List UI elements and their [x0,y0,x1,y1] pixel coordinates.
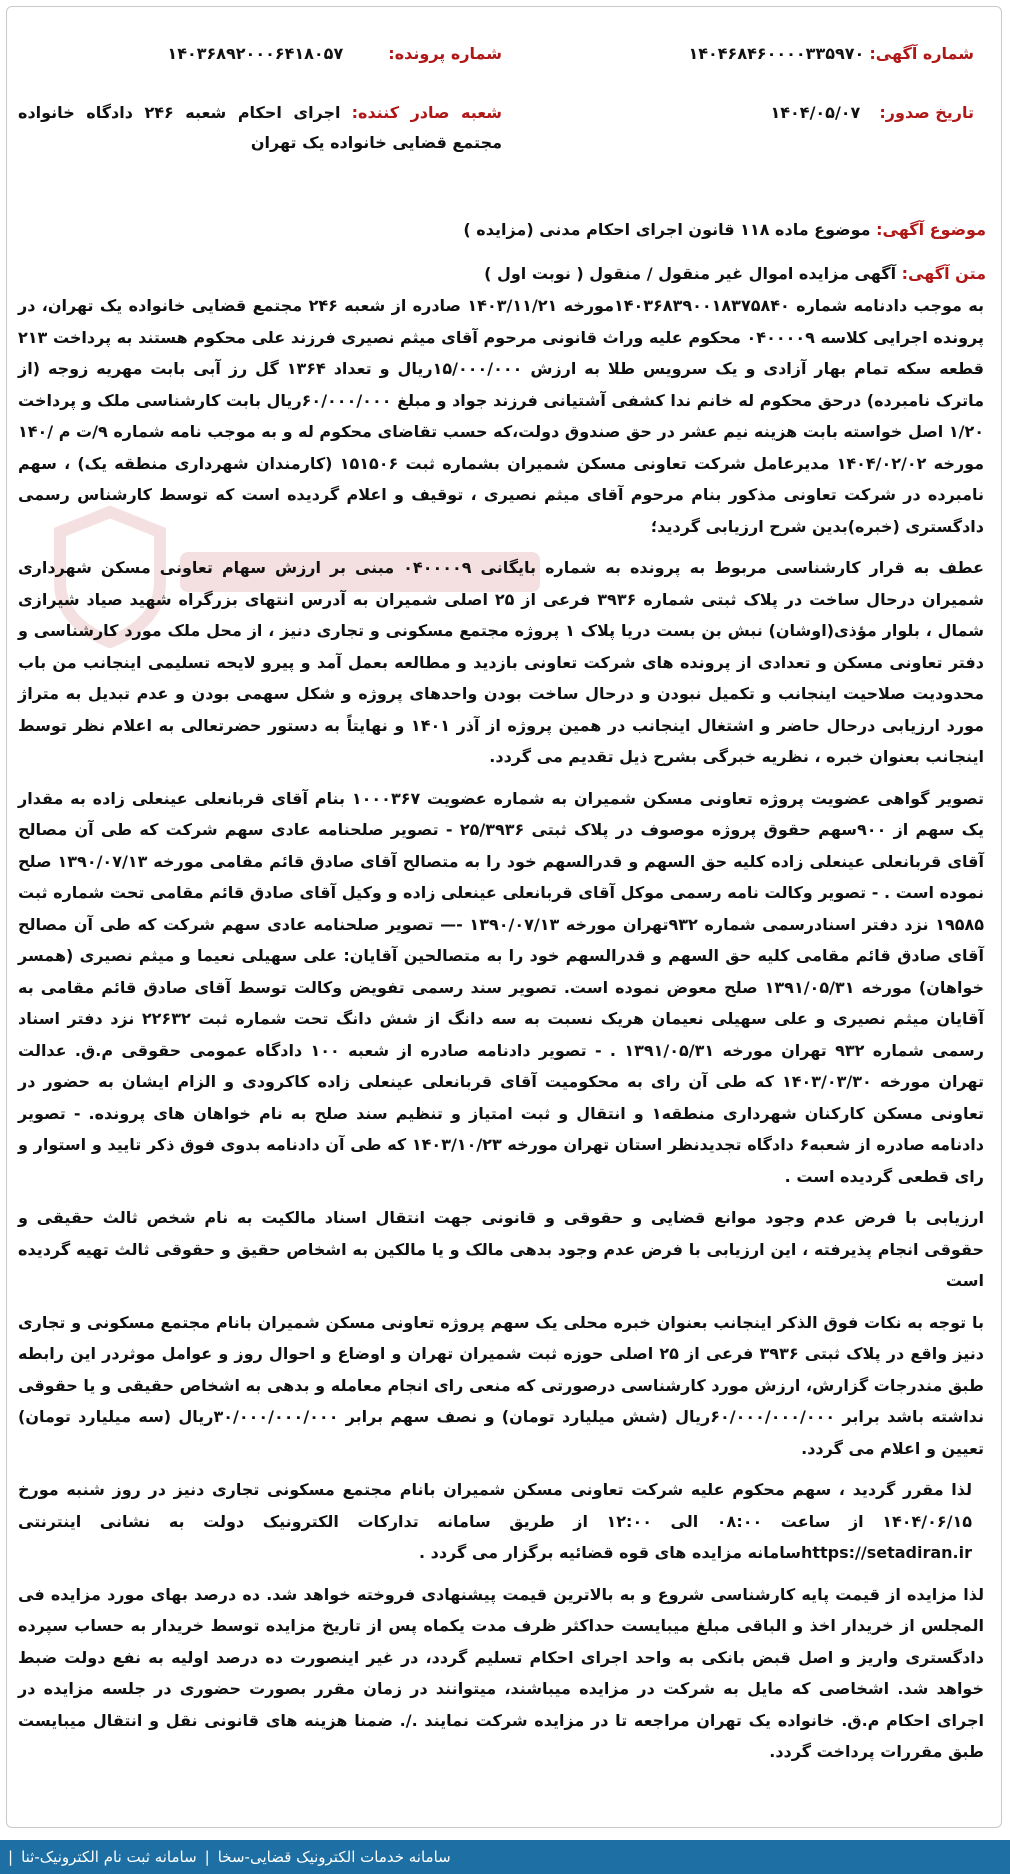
footer-link-sakha[interactable]: سامانه خدمات الکترونیک قضایی-سخا [217,1848,451,1866]
case-number-value: ۱۴۰۳۶۸۹۲۰۰۰۶۴۱۸۰۵۷ [167,44,344,63]
paragraph-documents: تصویر گواهی عضویت پروژه تعاونی مسکن شمیران به شماره عضویت ۱۰۰۰۳۶۷ بنام آقای قربانعلی عینعلی زاده به مقدار یک سهم از ۹۰۰سهم حقوق پروژه موصوف در پلاک ثبتی ۲۵/۳۹۳۶ - تصویر صلحنامه عادی سهم شرکت که طی آن مصالح آقای قربانعلی عینعلی زاده کلیه حق السهم و قدرالسهم خود را به متصالح آقای صادق قائم مقامی مورخه ۱۳۹۰/۰۷/۱۳ صلح نموده است . - تصویر وکالت نامه رسمی موکل آقای قربانعلی عینعلی زاده و وکیل آقای صادق قائم مقامی تحت شماره ثبت ۱۹۵۸۵ نزد دفتر اسنادرسمی شماره ۹۳۲تهران مورخه ۱۳۹۰/۰۷/۱۳ -— تصویر صلحنامه عادی سهم شرکت که طی آن مصالح آقای صادق قائم مقامی کلیه حق السهم و قدرالسهم خود را به متصالحین آقایان: علی سهیلی نعیما و میثم نصیری (همسر خواهان) مورخه ۱۳۹۱/۰۵/۳۱ صلح معوض نموده است. تصویر سند رسمی تفویض وکالت توسط آقای صادق قائم مقامی به آقایان میثم نصیری و علی سهیلی نعیمان هریک نسبت به سه دانگ از شش دانگ تحت شماره ثبت ۲۲۶۳۲ نزد دفتر اسناد رسمی شماره ۹۳۲ تهران مورخه ۱۳۹۱/۰۵/۳۱ . - تصویر دادنامه صادره از شعبه ۱۰۰ دادگاه عمومی حقوقی م.ق. عدالت تهران مورخه ۱۴۰۳/۰۳/۳۰ که طی آن رای به محکومیت آقای قربانعلی عینعلی زاده کاکرودی و الزام ایشان به حضور در تعاونی مسکن کارکنان شهرداری منطقه۱ و انتقال و ثبت امتیاز و تنظیم سند صلح به نام خواهان های پرونده. - تصویر دادنامه صادره از شعبه۶ دادگاه تجدیدنظر استان تهران مورخه ۱۴۰۳/۱۰/۲۳ که طی آن دادنامه بدوی فوق ذکر تایید و استوار و رای قطعی گردیده است . [18,788,985,1186]
paragraph-valuation: با توجه به نکات فوق الذکر اینجانب بعنوان خبره محلی یک سهم پروژه تعاونی مسکن شمیران بانام مجتمع مسکونی و تجاری دنیز واقع در پلاک ثبتی ۳۹۳۶ فرعی از ۲۵ اصلی حوزه ثبت شمیران تهران و اوضاع و احوال روز و عوامل موثردر این رابطه طبق مندرجات گزارش، ارزش مورد کارشناسی درصورتی که منعی رای انجام معامله و بدهی به اشخاص حقیقی و یا حقوقی نداشته باشد برابر ۶۰/۰۰۰/۰۰۰/۰۰۰ریال (شش میلیارد تومان) و نصف سهم برابر ۳۰/۰۰۰/۰۰۰/۰۰۰ریال (سه میلیارد تومان) تعیین و اعلام می گردد. [18,1312,985,1458]
subject-label: متن آگهی: [901,264,986,283]
issue-date-label: تاریخ صدور: [879,103,974,122]
issue-date-field [502,98,986,180]
footer-separator: | [204,1848,210,1866]
auction-date-text: لذا مقرر گردید ، سهم محکوم علیه شرکت تعاونی مسکن شمیران بانام مجتمع مسکونی تجاری دنیز در روز شنبه مورخ ۱۴۰۴/۰۶/۱۵ از ساعت ۰۸:۰۰ الی ۱۲:۰۰ از طریق سامانه تدارکات الکترونیک دولت به نشانی اینترنتی [18,1480,973,1531]
footer-link-sana[interactable]: سامانه ثبت نام الکترونیک-ثنا [21,1848,197,1866]
subject-value: آگهی مزایده اموال غیر منقول / منقول ( نوبت اول ) [484,264,897,283]
footer-bar [0,1840,1010,1874]
case-number-field [18,38,502,70]
setad-url-link[interactable]: https://setadiran.ir [800,1543,972,1562]
issuing-branch-label: شعبه صادر کننده: [351,103,503,122]
issuing-branch-field [18,98,502,180]
case-number-label: شماره پرونده: [388,44,502,63]
topic-line [18,216,986,244]
meta-row-numbers [18,38,986,70]
paragraph-auction-terms: لذا مزایده از قیمت پایه کارشناسی شروع و به بالاترین قیمت پیشنهادی فروخته خواهد شد. ده درصد بهای مورد مزایده فی المجلس از خریدار اخذ و الباقی مبلغ میبایست حداکثر ظرف مدت یکماه پس از تاریخ مزایده توسط خریدار به حساب سپرده دادگستری واریز و اصل قبض بانکی به واحد اجرای احکام تسلیم گردد، در غیر اینصورت ده درصد اولیه به نفع دولت ضبط خواهد شد. اشخاصی که مایل به شرکت در مزایده میباشند، میتوانند در زمان مقرر بصورت حضوری در جلسه مزایده در اجرای احکام م.ق. خانواده یک تهران مراجعه تا در مزایده شرکت نمایند ./. ضمنا هزینه های قانونی نقل و انتقال میبایست طبق مقررات پرداخت گردد. [18,1584,984,1761]
topic-value: موضوع ماده ۱۱۸ قانون اجرای احکام مدنی (مزایده ) [463,220,871,239]
paragraph-auction-date [18,1474,986,1569]
meta-row-date-branch [18,98,986,180]
issuing-branch-value: اجرای احکام شعبه ۲۴۶ دادگاه خانواده مجتمع قضایی خانواده یک تهران [18,103,502,152]
ad-number-value: ۱۴۰۴۶۸۴۶۰۰۰۰۳۳۵۹۷۰ [688,44,865,63]
paragraph-judgment: به موجب دادنامه شماره ۱۴۰۳۶۸۳۹۰۰۱۸۳۷۵۸۴۰مورخه ۱۴۰۳/۱۱/۲۱ صادره از شعبه ۲۴۶ مجتمع قضایی خانواده یک تهران، در پرونده اجرایی کلاسه ۰۴۰۰۰۰۹ محکوم علیه وراث قانونی مرحوم آقای میثم نصیری فرزند علی محکوم هستند به پرداخت ۲۱۳ قطعه سکه تمام بهار آزادی و یک سرویس طلا به ارزش ۱۵/۰۰۰/۰۰۰ریال و تعداد ۱۳۶۴ گل رز آبی بابت مهریه زوجه (از ماترک نامبرده) درحق محکوم له خانم ندا کشفی آشتیانی فرزند جواد و مبلغ ۶۰/۰۰۰/۰۰۰ریال بابت کارشناسی ملک و پرداخت ۱/۲۰ اصل خواسته بابت هزینه نیم عشر در حق صندوق دولت،که حسب تقاضای محکوم له و به موجب نامه شماره ۹/ت م /۱۴۰ مورخه ۱۴۰۴/۰۲/۰۲ مدیرعامل شرکت تعاونی مسکن شمیران بشماره ثبت ۱۵۱۵۰۶ (کارمندان شهرداری منطقه یک) ، سهم نامبرده در شرکت تعاونی مذکور بنام مرحوم آقای میثم نصیری ، توقیف و اعلام گردیده است که توسط کارشناس رسمی دادگستری (خبره)بدین شرح ارزیابی گردید؛ [18,296,985,536]
paragraph-expert-order: عطف به قرار کارشناسی مربوط به پرونده به شماره بایگانی ۰۴۰۰۰۰۹ مبنی بر ارزش سهام تعاونی مسکن شهرداری شمیران درحال ساخت در پلاک ثبتی شماره ۳۹۳۶ فرعی از ۲۵ اصلی شمیران به آدرس انتهای بزرگراه شهید صیاد شیرازی شمال ، بلوار مؤذی(اوشان) نبش بن بست دریا پلاک ۱ پروژه مجتمع مسکونی و تجاری دنیز ، از محل ملک مورد کارشناسی و دفتر تعاونی مسکن و تعدادی از پرونده های شرکت تعاونی بازدید و مطالعه بعمل آمد و پیرو لایحه تسلیمی اینجانب من باب محدودیت صلاحیت اینجانب و تکمیل نبودن و درحال ساخت بودن واحدهای پروژه و شکل سهمی بودن و عدم تبدیل به متراژ مورد ارزیابی درحال حاضر و اشتغال اینجانب در همین پروژه از آذر ۱۴۰۱ و نهایتاً به دستور حضرتعالی به اعلام نظر توسط اینجانب بعنوان خبره ، نظریه خبرگی بشرح ذیل تقدیم می گردد. [18,558,985,766]
footer-trailing-separator: | [8,1848,14,1866]
ad-number-label: شماره آگهی: [869,44,974,63]
issue-date-value: ۱۴۰۴/۰۵/۰۷ [770,103,861,122]
ad-number-field [502,38,986,70]
topic-label: موضوع آگهی: [876,220,986,239]
notice-content [18,38,986,1778]
subject-line [18,260,986,288]
auction-date-tail: سامانه مزایده های قوه قضائیه برگزار می گردد . [419,1543,801,1562]
paragraph-assumptions: ارزیابی با فرض عدم وجود موانع قضایی و حقوقی و قانونی جهت انتقال اسناد مالکیت به نام شخص ثالث حقیقی و حقوقی انجام پذیرفته ، این ارزیابی با فرض عدم وجود بدهی مالک و یا مالکین به اشخاص حقیق و حقوقی ثالث تهیه گردیده است [18,1208,984,1290]
